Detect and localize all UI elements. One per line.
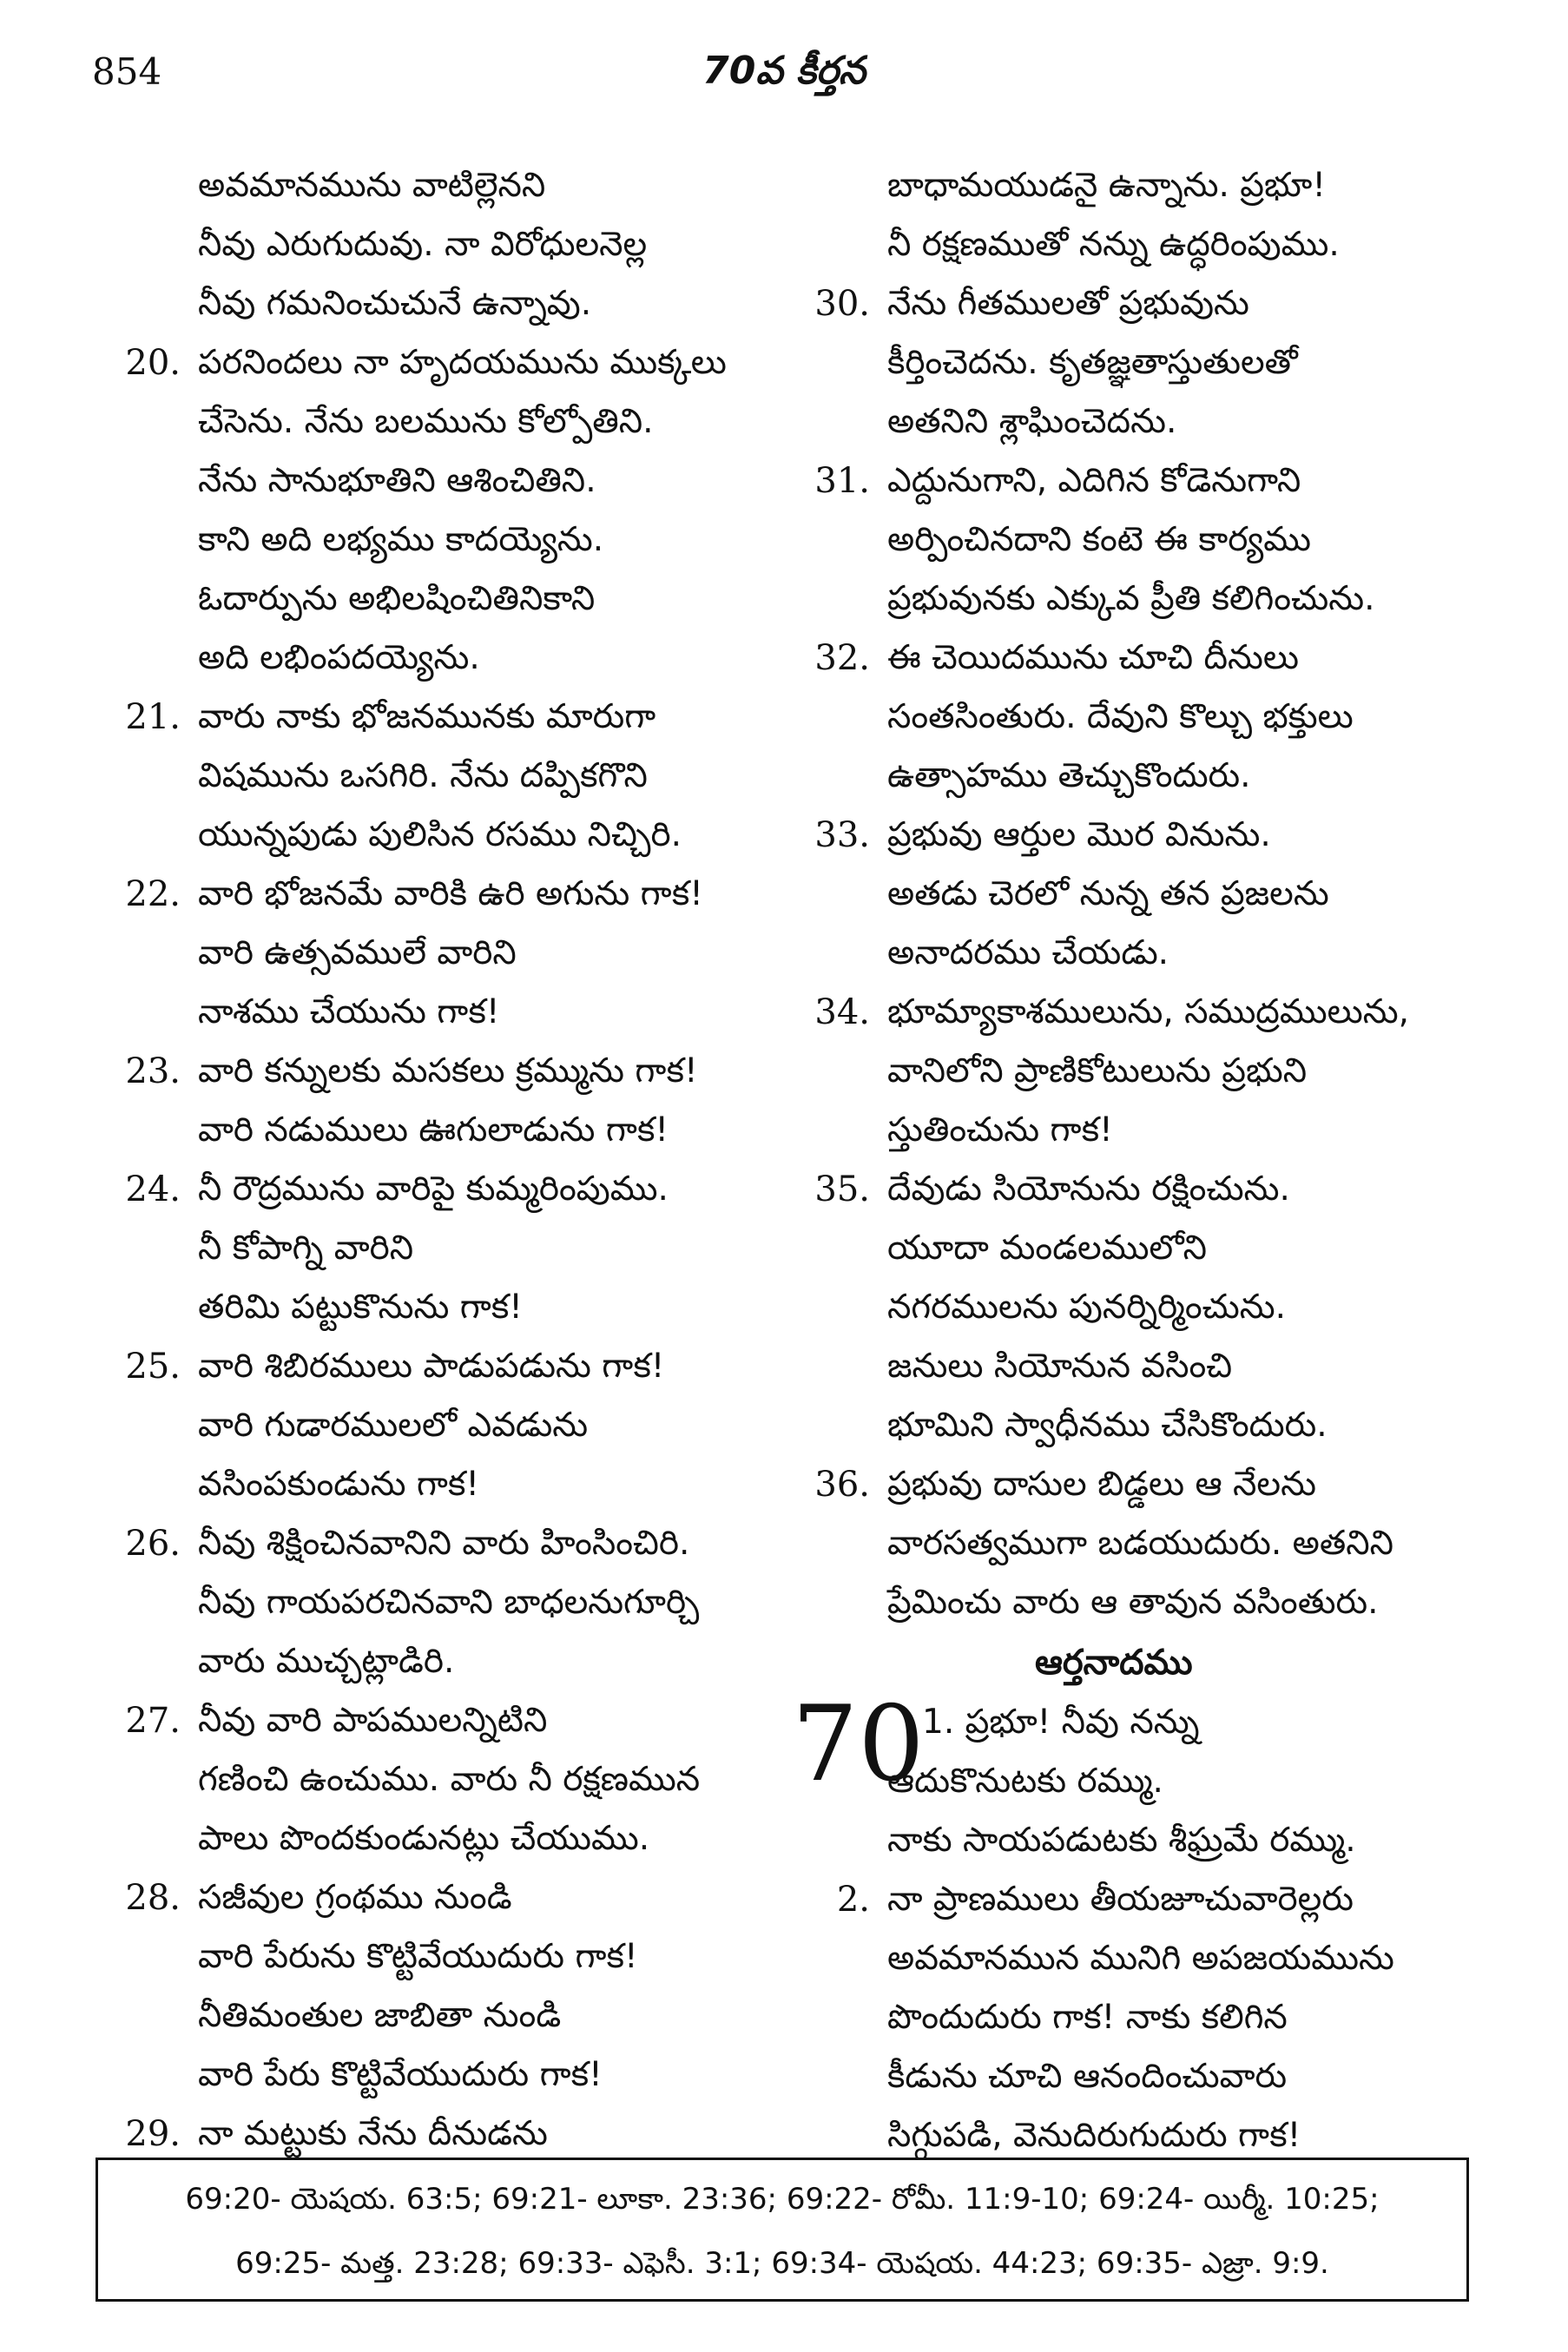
- verse-text: వారి కన్నులకు మసకలు క్రమ్మును గాక!: [198, 1051, 698, 1090]
- verse-line: [102, 1514, 762, 1573]
- verse-text: నీతిమంతుల జాబితా నుండి: [198, 1996, 562, 2035]
- verse-number: 32.: [814, 638, 870, 678]
- verse-number: 25.: [125, 1347, 181, 1387]
- verse-line: [102, 924, 762, 983]
- verse-line: [792, 1693, 1469, 1752]
- verse-line: [792, 333, 1469, 392]
- cross-reference-line: 69:25- మత్త. 23:28; 69:33- ఎఫెసీ. 3:1; 69:34- యెషయ. 44:23; 69:35- ఎజ్రా. 9:9.: [235, 2246, 1329, 2281]
- verse-text: కాని అది లభ్యము కాదయ్యెను.: [198, 520, 604, 559]
- verse-line: [102, 156, 762, 215]
- verse-line: [792, 1396, 1469, 1455]
- verse-number: 27.: [125, 1701, 181, 1741]
- verse-number: 21.: [125, 697, 181, 737]
- verse-text: నగరములను పునర్నిర్మించును.: [887, 1288, 1287, 1327]
- verse-line: [792, 1337, 1469, 1396]
- verse-text: వారి నడుములు ఊగులాడును గాక!: [198, 1110, 669, 1150]
- verse-text: ప్రభువు దాసుల బిడ్డలు ఆ నేలను: [887, 1465, 1316, 1504]
- verse-text: విషమును ఒసగిరి. నేను దప్పికగొని: [198, 756, 648, 795]
- verse-text: స్తుతించును గాక!: [887, 1110, 1113, 1150]
- verse-text: సజీవుల గ్రంథము నుండి: [198, 1878, 512, 1917]
- verse-line: [102, 1337, 762, 1396]
- verse-text: భూమిని స్వాధీనము చేసికొందురు.: [887, 1406, 1328, 1445]
- verse-line: [792, 983, 1469, 1042]
- verse-text: అర్పించినదాని కంటె ఈ కార్యము: [887, 520, 1311, 559]
- psalm-69-continuation: [792, 156, 1469, 1632]
- verse-text: తరిమి పట్టుకొనును గాక!: [198, 1288, 523, 1327]
- verse-text: అది లభింపదయ్యెను.: [198, 638, 480, 677]
- verse-line: [792, 511, 1469, 570]
- verse-line: [102, 1986, 762, 2046]
- verse-line: [792, 451, 1469, 511]
- page-number: 854: [92, 50, 162, 93]
- verse-number: 35.: [814, 1169, 870, 1209]
- verse-line: [792, 2047, 1469, 2106]
- verse-line: [102, 2046, 762, 2105]
- verse-line: [102, 1927, 762, 1986]
- verse-line: [102, 1219, 762, 1278]
- verse-text: సిగ్గుపడి, వెనుదిరుగుదురు గాక!: [887, 2116, 1301, 2155]
- verse-text: జనులు సియోనున వసించి: [887, 1347, 1233, 1386]
- verse-number: 2.: [836, 1880, 870, 1920]
- verse-line: [102, 392, 762, 451]
- verse-text: సంతసింతురు. దేవుని కొల్చు భక్తులు: [887, 697, 1354, 736]
- verse-line: [102, 806, 762, 865]
- verse-line: [102, 1632, 762, 1691]
- verse-text: వారి గుడారములలో ఎవడును: [198, 1406, 589, 1445]
- cross-reference-box: [96, 2158, 1469, 2302]
- verse-line: [102, 983, 762, 1042]
- verse-line: [792, 688, 1469, 747]
- verse-text: 1. ప్రభూ! నీవు నన్ను: [922, 1703, 1200, 1742]
- verse-line: [102, 688, 762, 747]
- verse-number: 33.: [814, 815, 870, 855]
- verse-number: 23.: [125, 1051, 181, 1091]
- verse-text: ప్రభువు ఆర్తుల మొర వినును.: [887, 815, 1271, 854]
- verse-line: [792, 1514, 1469, 1573]
- verse-line: [792, 629, 1469, 688]
- verse-line: [102, 1160, 762, 1219]
- verse-line: [102, 215, 762, 274]
- psalm-heading: ఆర్తనాదము: [1035, 1643, 1193, 1683]
- verse-text: నీవు ఎరుగుదువు. నా విరోధులనెల్ల: [198, 225, 648, 264]
- verse-number: 20.: [125, 343, 181, 383]
- verse-text: యూదా మండలములోని: [887, 1229, 1207, 1268]
- verse-line: [102, 865, 762, 924]
- verse-text: నాశము చేయును గాక!: [198, 992, 500, 1031]
- verse-number: 34.: [814, 992, 870, 1032]
- verse-text: బాధామయుడనై ఉన్నాను. ప్రభూ!: [887, 166, 1326, 205]
- verse-text: వసింపకుండును గాక!: [198, 1465, 480, 1504]
- verse-text: ఓదార్పును అభిలషించితినికాని: [198, 579, 596, 618]
- verse-line: [102, 451, 762, 511]
- verse-number: 31.: [814, 461, 870, 501]
- verse-text: నీవు గమనించుచునే ఉన్నావు.: [198, 284, 592, 323]
- verse-line: [102, 570, 762, 629]
- verse-text: పరనిందలు నా హృదయమును ముక్కలు: [198, 343, 727, 382]
- verse-line: [102, 1573, 762, 1632]
- verse-line: [792, 1219, 1469, 1278]
- verse-text: వారు నాకు భోజనమునకు మారుగా: [198, 697, 656, 736]
- verse-line: [792, 1455, 1469, 1514]
- verse-line: [102, 333, 762, 392]
- verse-text: అవమానమును వాటిల్లెనని: [198, 166, 546, 205]
- right-column: [792, 156, 1469, 2165]
- psalm-number: 70: [792, 1684, 925, 1805]
- verse-line: [792, 1160, 1469, 1219]
- verse-text: అవమానమున మునిగి అపజయమును: [887, 1939, 1394, 1978]
- verse-line: [102, 629, 762, 688]
- verse-line: [792, 570, 1469, 629]
- verse-text: ఈ చెయిదమును చూచి దీనులు: [887, 638, 1300, 677]
- verse-text: నీ రౌద్రమును వారిపై కుమ్మరింపుము.: [198, 1169, 669, 1209]
- verse-line: [792, 274, 1469, 333]
- verse-line: [102, 1809, 762, 1868]
- left-column: [102, 156, 762, 2164]
- verse-text: అతడు చెరలో నున్న తన ప్రజలను: [887, 874, 1329, 913]
- verse-text: ప్రేమించు వారు ఆ తావున వసింతురు.: [887, 1583, 1379, 1622]
- verse-number: 26.: [125, 1524, 181, 1564]
- verse-text: అతనిని శ్లాఘించెదను.: [887, 402, 1177, 441]
- verse-number: 22.: [125, 874, 181, 914]
- verse-line: [792, 865, 1469, 924]
- verse-line: [102, 1042, 762, 1101]
- verse-line: [792, 1573, 1469, 1632]
- verse-line: [102, 2105, 762, 2164]
- verse-line: [792, 1752, 1469, 1811]
- verse-text: పొందుదురు గాక! నాకు కలిగిన: [887, 1998, 1288, 2037]
- verse-number: 28.: [125, 1878, 181, 1918]
- verse-text: వానిలోని ప్రాణికోటులును ప్రభుని: [887, 1051, 1308, 1090]
- verse-text: వారు ముచ్చట్లాడిరి.: [198, 1642, 455, 1681]
- verse-text: భూమ్యాకాశములును, సముద్రములును,: [887, 992, 1410, 1031]
- verse-line: [102, 511, 762, 570]
- verse-text: ఎద్దునుగాని, ఎదిగిన కోడెనుగాని: [887, 461, 1301, 500]
- verse-text: ఆదుకొనుటకు రమ్ము.: [887, 1762, 1163, 1801]
- verse-line: [792, 747, 1469, 806]
- verse-number: 29.: [125, 2114, 181, 2154]
- verse-text: వారసత్వముగా బడయుదురు. అతనిని: [887, 1524, 1393, 1563]
- verse-line: [102, 1101, 762, 1160]
- verse-line: [792, 2106, 1469, 2165]
- verse-text: ప్రభువునకు ఎక్కువ ప్రీతి కలిగించును.: [887, 579, 1375, 618]
- verse-number: 24.: [125, 1169, 181, 1209]
- psalm-70-block: [792, 1632, 1469, 2165]
- verse-line: [102, 1691, 762, 1750]
- verse-line: [102, 1396, 762, 1455]
- verse-line: [792, 1929, 1469, 1988]
- verse-line: [792, 392, 1469, 451]
- verse-line: [792, 1988, 1469, 2047]
- cross-reference-line: 69:20- యెషయ. 63:5; 69:21- లూకా. 23:36; 69:22- రోమీ. 11:9-10; 69:24- యిర్మీ. 10:25;: [185, 2182, 1380, 2217]
- verse-line: [102, 747, 762, 806]
- verse-text: వారి భోజనమే వారికి ఉరి అగును గాక!: [198, 874, 703, 913]
- verse-line: [102, 1750, 762, 1809]
- verse-text: వారి శిబిరములు పాడుపడును గాక!: [198, 1347, 665, 1386]
- verse-line: [792, 1811, 1469, 1870]
- verse-line: [102, 274, 762, 333]
- verse-text: చేసెను. నేను బలమును కోల్పోతిని.: [198, 402, 654, 441]
- verse-text: గణించి ఉంచుము. వారు నీ రక్షణమున: [198, 1760, 701, 1799]
- verse-line: [792, 156, 1469, 215]
- verse-text: కీడును చూచి ఆనందించువారు: [887, 2057, 1288, 2096]
- verse-line: [792, 806, 1469, 865]
- verse-line: [792, 1042, 1469, 1101]
- verse-text: నా ప్రాణములు తీయజూచువారెల్లరు: [887, 1880, 1354, 1919]
- verse-text: నీవు శిక్షించినవానిని వారు హింసించిరి.: [198, 1524, 690, 1563]
- verse-text: నాకు సాయపడుటకు శీఘ్రమే రమ్ము.: [887, 1821, 1356, 1860]
- verse-text: నేను గీతములతో ప్రభువును: [887, 284, 1249, 323]
- verse-line: [102, 1278, 762, 1337]
- verse-line: [792, 215, 1469, 274]
- verse-line: [102, 1455, 762, 1514]
- verse-text: నా మట్టుకు నేను దీనుడను: [198, 2114, 548, 2153]
- verse-line: [102, 1868, 762, 1927]
- verse-number: 36.: [814, 1465, 870, 1505]
- verse-text: వారి ఉత్సవములే వారిని: [198, 933, 517, 972]
- verse-text: నీవు వారి పాపములన్నిటిని: [198, 1701, 548, 1740]
- verse-text: వారి పేరును కొట్టివేయుదురు గాక!: [198, 1937, 638, 1976]
- verse-text: దేవుడు సియోనును రక్షించును.: [887, 1169, 1290, 1209]
- verse-text: నీ రక్షణముతో నన్ను ఉద్ధరింపుము.: [887, 225, 1340, 264]
- verse-text: నీవు గాయపరచినవాని బాధలనుగూర్చి: [198, 1583, 700, 1622]
- verse-text: పాలు పొందకుండునట్లు చేయుము.: [198, 1819, 650, 1858]
- verse-text: వారి పేరు కొట్టివేయుదురు గాక!: [198, 2055, 603, 2094]
- verse-text: అనాదరము చేయడు.: [887, 933, 1169, 972]
- verse-text: నేను సానుభూతిని ఆశించితిని.: [198, 461, 596, 500]
- running-head-title: 70వ కీర్తన: [702, 49, 866, 93]
- verse-line: [792, 1101, 1469, 1160]
- verse-text: నీ కోపాగ్ని వారిని: [198, 1229, 414, 1268]
- verse-text: ఉత్సాహము తెచ్చుకొందురు.: [887, 756, 1251, 795]
- verse-line: [792, 1278, 1469, 1337]
- verse-number: 30.: [814, 284, 870, 324]
- verse-line: [792, 1870, 1469, 1929]
- verse-text: యున్నపుడు పులిసిన రసము నిచ్చిరి.: [198, 815, 682, 854]
- verse-text: కీర్తించెదను. కృతజ్ఞతాస్తుతులతో: [887, 343, 1298, 382]
- verse-line: [792, 924, 1469, 983]
